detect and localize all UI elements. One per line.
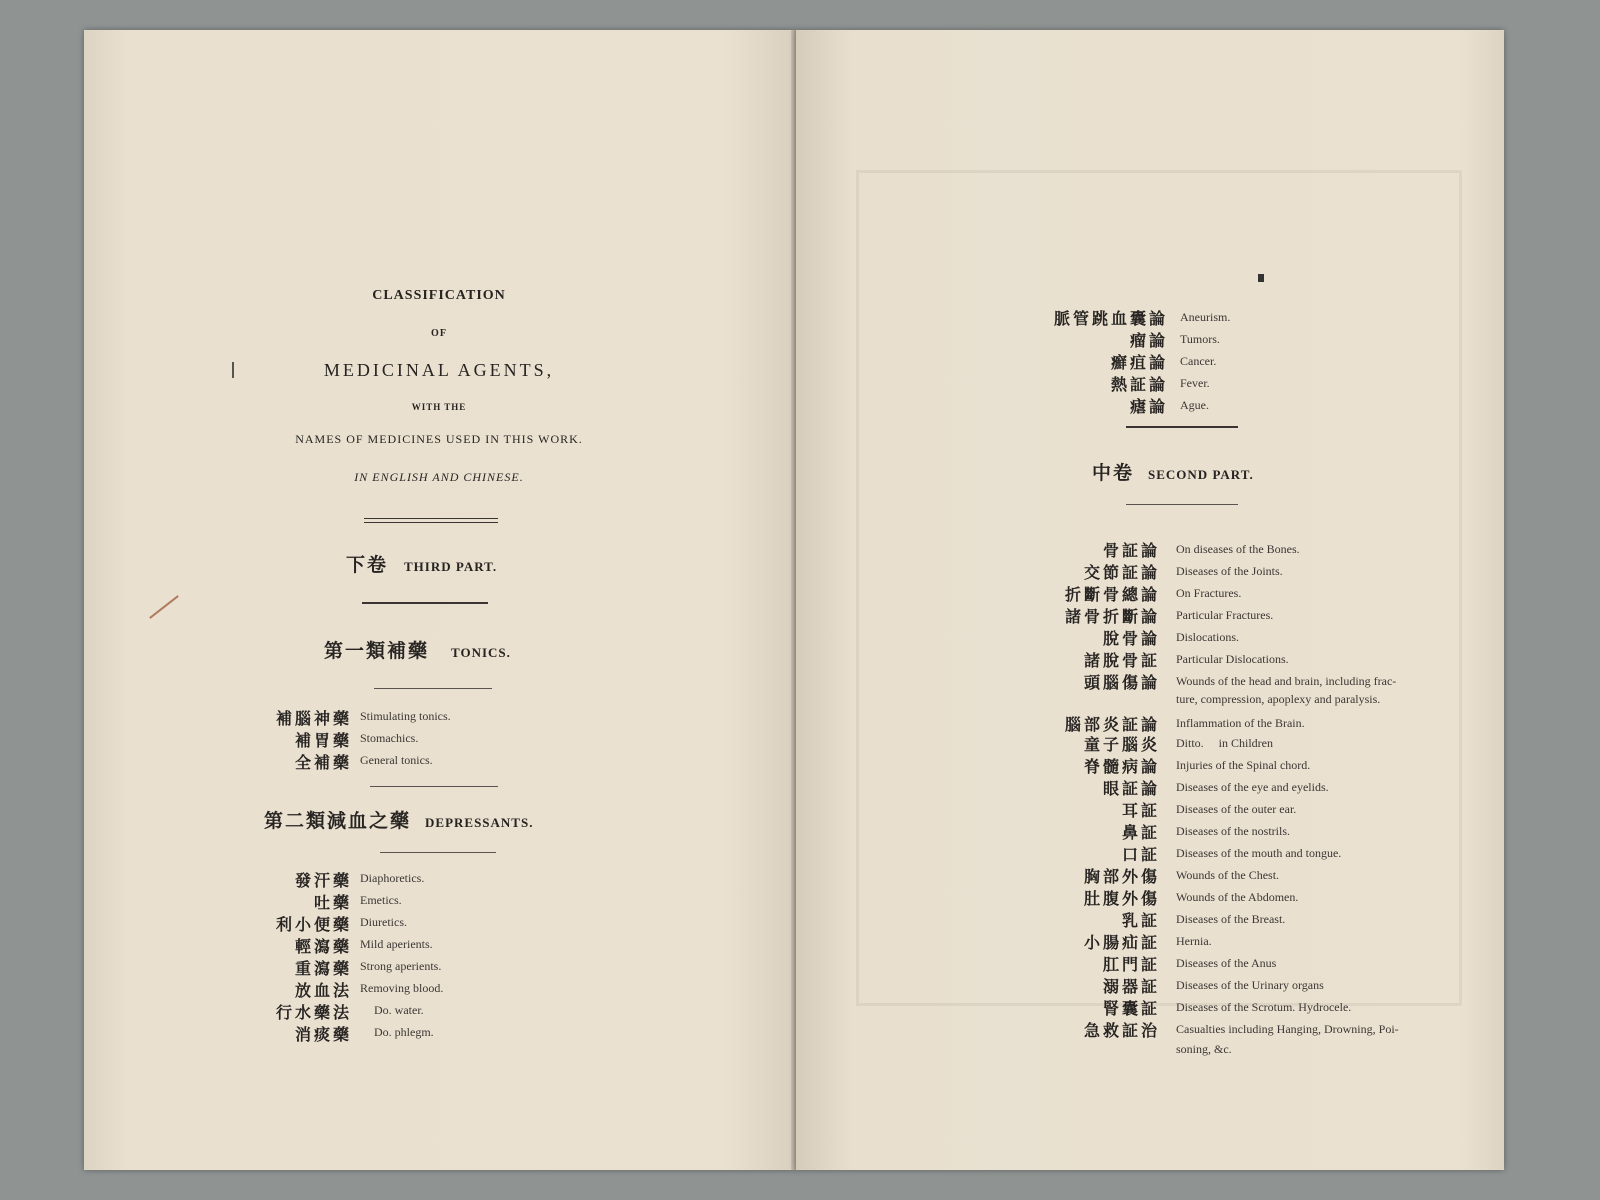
item-cjk: 口証	[1121, 845, 1160, 864]
item-english: Diseases of the outer ear.	[1176, 802, 1297, 816]
list-item	[856, 754, 1496, 776]
list-item	[856, 842, 1496, 864]
list-item	[234, 1000, 634, 1022]
item-cjk: 瘤論	[1129, 331, 1168, 350]
list-item	[856, 350, 1496, 372]
item-cjk: 乳証	[1121, 911, 1160, 930]
item-cjk: 脫骨論	[1102, 629, 1160, 648]
title-line-4: WITH THE	[411, 402, 467, 412]
item-english: Diseases of the Joints.	[1176, 564, 1283, 578]
item-cjk: 童子腦炎	[1083, 735, 1160, 754]
item-english: Mild aperients.	[360, 937, 433, 951]
second-part-english: SECOND PART.	[1148, 467, 1254, 482]
item-english: Particular Dislocations.	[1176, 652, 1289, 666]
list-item	[234, 978, 634, 1000]
title-line-2: OF	[431, 328, 447, 339]
item-english: Diseases of the mouth and tongue.	[1176, 846, 1342, 860]
item-cjk: 補胃藥	[294, 731, 352, 750]
title-line-1: CLASSIFICATION	[372, 288, 506, 303]
item-english: Ague.	[1180, 398, 1209, 412]
item-english: Cancer.	[1180, 354, 1217, 368]
list-item	[856, 1018, 1496, 1040]
item-cjk: 溺器証	[1102, 977, 1160, 996]
list-item	[856, 582, 1496, 604]
list-item	[234, 912, 634, 934]
item-english: Stimulating tonics.	[360, 709, 451, 723]
list-item	[856, 908, 1496, 930]
part-divider	[362, 602, 488, 604]
item-english: Injuries of the Spinal chord.	[1176, 758, 1311, 772]
item-cjk: 肛門証	[1102, 955, 1160, 974]
title-line-3: MEDICINAL AGENTS,	[323, 360, 555, 380]
item-cjk: 瘧論	[1129, 397, 1168, 416]
item-cjk: 發汗藥	[294, 871, 352, 890]
tonics-end-divider	[370, 786, 498, 787]
item-cjk: 熱証論	[1110, 375, 1168, 394]
item-english: Stomachics.	[360, 731, 419, 745]
item-english: On Fractures.	[1176, 586, 1242, 600]
open-book	[84, 30, 1504, 1170]
list-item	[856, 306, 1496, 328]
depressants-cjk: 第二類減血之藥	[264, 810, 412, 832]
title-line-5: NAMES OF MEDICINES USED IN THIS WORK.	[295, 432, 583, 446]
list-item	[856, 864, 1496, 886]
top-divider	[1126, 426, 1238, 428]
item-cjk: 諸脫骨証	[1083, 651, 1160, 670]
list-item	[856, 688, 1496, 710]
list-item	[856, 560, 1496, 582]
second-part-heading	[1092, 458, 1254, 485]
second-part-divider	[1126, 504, 1238, 505]
list-item	[856, 626, 1496, 648]
item-cjk: 脊髓病論	[1083, 757, 1160, 776]
item-english: Do. phlegm.	[374, 1025, 434, 1039]
list-item	[856, 996, 1496, 1018]
list-item	[856, 732, 1496, 754]
item-english: Aneurism.	[1180, 310, 1231, 324]
list-item	[234, 750, 634, 772]
title-divider	[364, 518, 498, 523]
list-item	[856, 648, 1496, 670]
third-part-cjk: 下卷	[346, 554, 389, 576]
item-cjk: 消痰藥	[294, 1025, 352, 1044]
item-cjk: 骨証論	[1102, 541, 1160, 560]
list-item	[856, 538, 1496, 560]
list-item	[856, 776, 1496, 798]
left-page	[84, 30, 796, 1170]
title-line-6: IN ENGLISH AND CHINESE.	[354, 470, 524, 484]
list-item	[234, 728, 634, 750]
list-item	[856, 1038, 1496, 1060]
item-cjk: 小腸疝証	[1083, 933, 1160, 952]
list-item	[856, 886, 1496, 908]
list-item	[856, 712, 1496, 734]
margin-mark	[232, 362, 234, 378]
item-cjk: 吐藥	[313, 893, 352, 912]
item-english: Removing blood.	[360, 981, 444, 995]
item-cjk: 腦部炎証論	[1064, 715, 1160, 734]
item-cjk: 急救証治	[1083, 1021, 1160, 1040]
item-english: Fever.	[1180, 376, 1210, 390]
list-item	[856, 974, 1496, 996]
item-cjk: 耳証	[1121, 801, 1160, 820]
item-english: soning, &c.	[1176, 1042, 1232, 1056]
item-cjk: 交節証論	[1083, 563, 1160, 582]
item-cjk: 肚腹外傷	[1083, 889, 1160, 908]
list-item	[234, 956, 634, 978]
item-cjk: 輕瀉藥	[294, 937, 352, 956]
item-english: Casualties including Hanging, Drowning, Poi-	[1176, 1022, 1399, 1036]
item-english: Emetics.	[360, 893, 402, 907]
item-english: Tumors.	[1180, 332, 1220, 346]
item-english: Wounds of the head and brain, including frac-	[1176, 674, 1397, 688]
tonics-english: TONICS.	[451, 645, 511, 660]
list-item	[234, 890, 634, 912]
item-cjk: 眼証論	[1102, 779, 1160, 798]
second-part-cjk: 中卷	[1092, 462, 1135, 484]
item-english: Hernia.	[1176, 934, 1212, 948]
depressants-heading	[264, 806, 533, 833]
item-cjk: 全補藥	[294, 753, 352, 772]
list-item	[856, 952, 1496, 974]
list-item	[856, 328, 1496, 350]
item-cjk: 重瀉藥	[294, 959, 352, 978]
item-cjk: 腎囊証	[1102, 999, 1160, 1018]
item-cjk: 行水藥法	[275, 1003, 352, 1022]
stray-pencil-mark	[149, 595, 179, 619]
item-cjk: 鼻証	[1121, 823, 1160, 842]
list-item	[856, 372, 1496, 394]
item-english: General tonics.	[360, 753, 433, 767]
item-english: Diseases of the Breast.	[1176, 912, 1286, 926]
item-cjk: 脈管跳血囊論	[1053, 309, 1168, 328]
item-english: Do. water.	[374, 1003, 424, 1017]
item-english: Diseases of the Anus	[1176, 956, 1277, 970]
item-cjk: 癬疽論	[1110, 353, 1168, 372]
item-english: Diseases of the nostrils.	[1176, 824, 1290, 838]
list-item	[234, 868, 634, 890]
item-cjk: 補腦神藥	[275, 709, 352, 728]
small-ornament	[1258, 274, 1264, 282]
item-cjk: 諸骨折斷論	[1064, 607, 1160, 626]
third-part-heading	[346, 550, 497, 577]
item-cjk: 頭腦傷論	[1083, 673, 1160, 692]
list-item	[856, 798, 1496, 820]
item-cjk: 放血法	[294, 981, 352, 1000]
list-item	[856, 394, 1496, 416]
item-english: Diseases of the eye and eyelids.	[1176, 780, 1329, 794]
item-english: Dislocations.	[1176, 630, 1239, 644]
item-english: Diseases of the Urinary organs	[1176, 978, 1324, 992]
item-english: Strong aperients.	[360, 959, 442, 973]
item-english: Wounds of the Abdomen.	[1176, 890, 1299, 904]
list-item	[234, 934, 634, 956]
third-part-english: THIRD PART.	[404, 559, 498, 574]
tonics-divider	[374, 688, 492, 689]
item-cjk: 胸部外傷	[1083, 867, 1160, 886]
item-english: Diaphoretics.	[360, 871, 425, 885]
list-item	[234, 1022, 634, 1044]
list-item	[856, 930, 1496, 952]
item-english: Diuretics.	[360, 915, 407, 929]
depressants-english: DEPRESSANTS.	[425, 815, 534, 830]
item-cjk: 折斷骨總論	[1064, 585, 1160, 604]
item-english: Inflammation of the Brain.	[1176, 716, 1305, 730]
list-item	[856, 604, 1496, 626]
tonics-cjk: 第一類補藥	[324, 640, 430, 662]
list-item	[856, 820, 1496, 842]
tonics-heading	[324, 636, 511, 663]
item-english: Ditto. in Children	[1176, 736, 1273, 750]
item-english: ture, compression, apoplexy and paralysis.	[1176, 692, 1381, 706]
item-english: Diseases of the Scrotum. Hydrocele.	[1176, 1000, 1352, 1014]
right-page	[796, 30, 1504, 1170]
item-english: On diseases of the Bones.	[1176, 542, 1300, 556]
item-cjk: 利小便藥	[275, 915, 352, 934]
item-english: Wounds of the Chest.	[1176, 868, 1280, 882]
depressants-divider	[380, 852, 496, 853]
list-item	[234, 706, 634, 728]
item-english: Particular Fractures.	[1176, 608, 1274, 622]
